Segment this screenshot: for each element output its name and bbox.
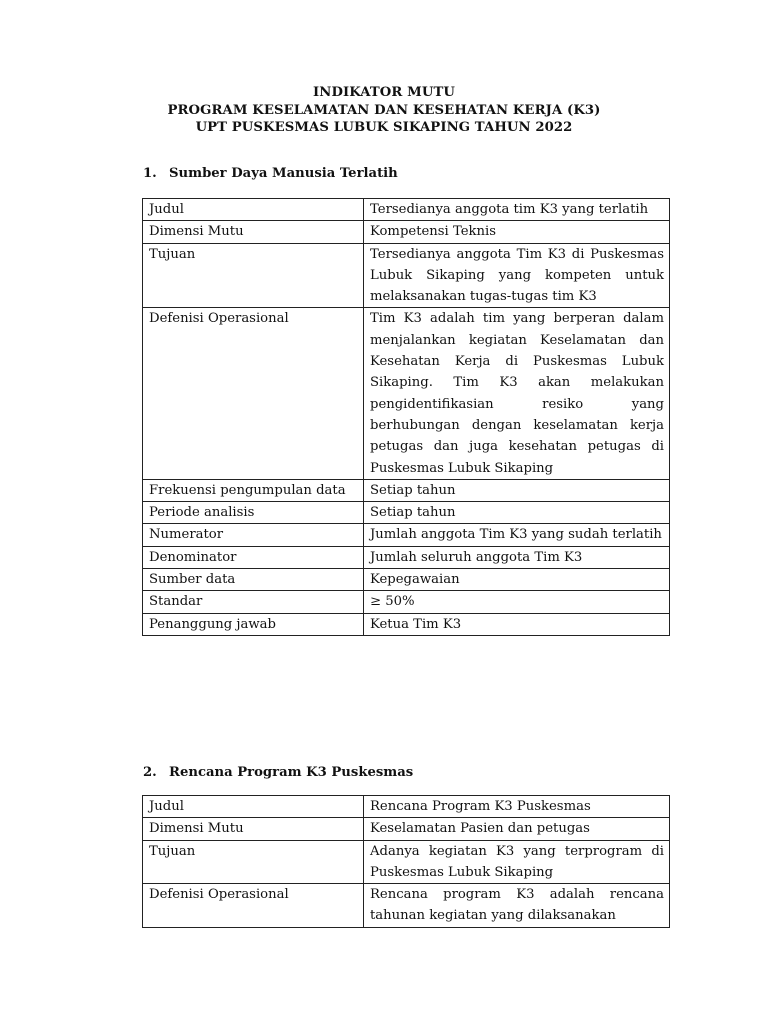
row-label: Denominator — [143, 546, 364, 568]
row-label: Dimensi Mutu — [143, 221, 364, 243]
row-label: Judul — [143, 199, 364, 221]
section-number: 2. — [143, 765, 157, 780]
row-value: Adanya kegiatan K3 yang terprogram di Puskesmas Lubuk Sikaping — [364, 840, 670, 884]
title-line-2: PROGRAM KESELAMATAN DAN KESEHATAN KERJA (K3) — [167, 102, 601, 118]
row-value: Tim K3 adalah tim yang berperan dalam menjalankan kegiatan Keselamatan dan Kesehatan Kerja di Puskesmas Lubuk Sikaping. Tim K3 akan melakukan pengidentifikasian resiko yang berhubungan dengan keselamatan kerja petugas dan juga kesehatan petugas di Puskesmas Lubuk Sikaping — [364, 308, 670, 479]
section-title: Sumber Daya Manusia Terlatih — [169, 166, 398, 181]
table-row — [143, 308, 670, 479]
table-row — [143, 221, 670, 243]
row-label: Defenisi Operasional — [143, 884, 364, 928]
table-row — [143, 199, 670, 221]
table-row — [143, 502, 670, 524]
row-value: Setiap tahun — [364, 479, 670, 501]
title-line-3: UPT PUSKESMAS LUBUK SIKAPING TAHUN 2022 — [195, 120, 573, 135]
row-label: Judul — [143, 796, 364, 818]
title-line-1: INDIKATOR MUTU — [313, 85, 455, 100]
table-row — [143, 884, 670, 928]
row-label: Penanggung jawab — [143, 613, 364, 635]
row-value: Rencana program K3 adalah rencana tahunan kegiatan yang dilaksanakan — [364, 884, 670, 928]
row-label: Standar — [143, 591, 364, 613]
row-label: Defenisi Operasional — [143, 308, 364, 479]
row-value: Tersedianya anggota tim K3 yang terlatih — [364, 199, 670, 221]
section-heading-1 — [143, 165, 398, 183]
row-label: Numerator — [143, 524, 364, 546]
row-value: Jumlah seluruh anggota Tim K3 — [364, 546, 670, 568]
table-row — [143, 243, 670, 308]
table-row — [143, 840, 670, 884]
row-value: Setiap tahun — [364, 502, 670, 524]
document-title — [0, 84, 768, 137]
row-label: Frekuensi pengumpulan data — [143, 479, 364, 501]
section-heading-2 — [143, 764, 413, 782]
table-row — [143, 796, 670, 818]
row-label: Tujuan — [143, 840, 364, 884]
table-row — [143, 479, 670, 501]
section-title: Rencana Program K3 Puskesmas — [169, 765, 414, 780]
row-label: Sumber data — [143, 569, 364, 591]
indicator-table-2 — [142, 795, 670, 928]
indicator-table-1 — [142, 198, 670, 636]
row-value: Kepegawaian — [364, 569, 670, 591]
table-row — [143, 524, 670, 546]
section-number: 1. — [143, 166, 157, 181]
row-value: Ketua Tim K3 — [364, 613, 670, 635]
table-row — [143, 613, 670, 635]
table-row — [143, 591, 670, 613]
row-value: Rencana Program K3 Puskesmas — [364, 796, 670, 818]
row-label: Tujuan — [143, 243, 364, 308]
row-value: Jumlah anggota Tim K3 yang sudah terlatih — [364, 524, 670, 546]
table-row — [143, 546, 670, 568]
row-value: Tersedianya anggota Tim K3 di Puskesmas Lubuk Sikaping yang kompeten untuk melaksanakan tugas-tugas tim K3 — [364, 243, 670, 308]
row-label: Periode analisis — [143, 502, 364, 524]
table-row — [143, 569, 670, 591]
table-row — [143, 818, 670, 840]
row-value: Kompetensi Teknis — [364, 221, 670, 243]
row-value: ≥ 50% — [364, 591, 670, 613]
row-label: Dimensi Mutu — [143, 818, 364, 840]
row-value: Keselamatan Pasien dan petugas — [364, 818, 670, 840]
